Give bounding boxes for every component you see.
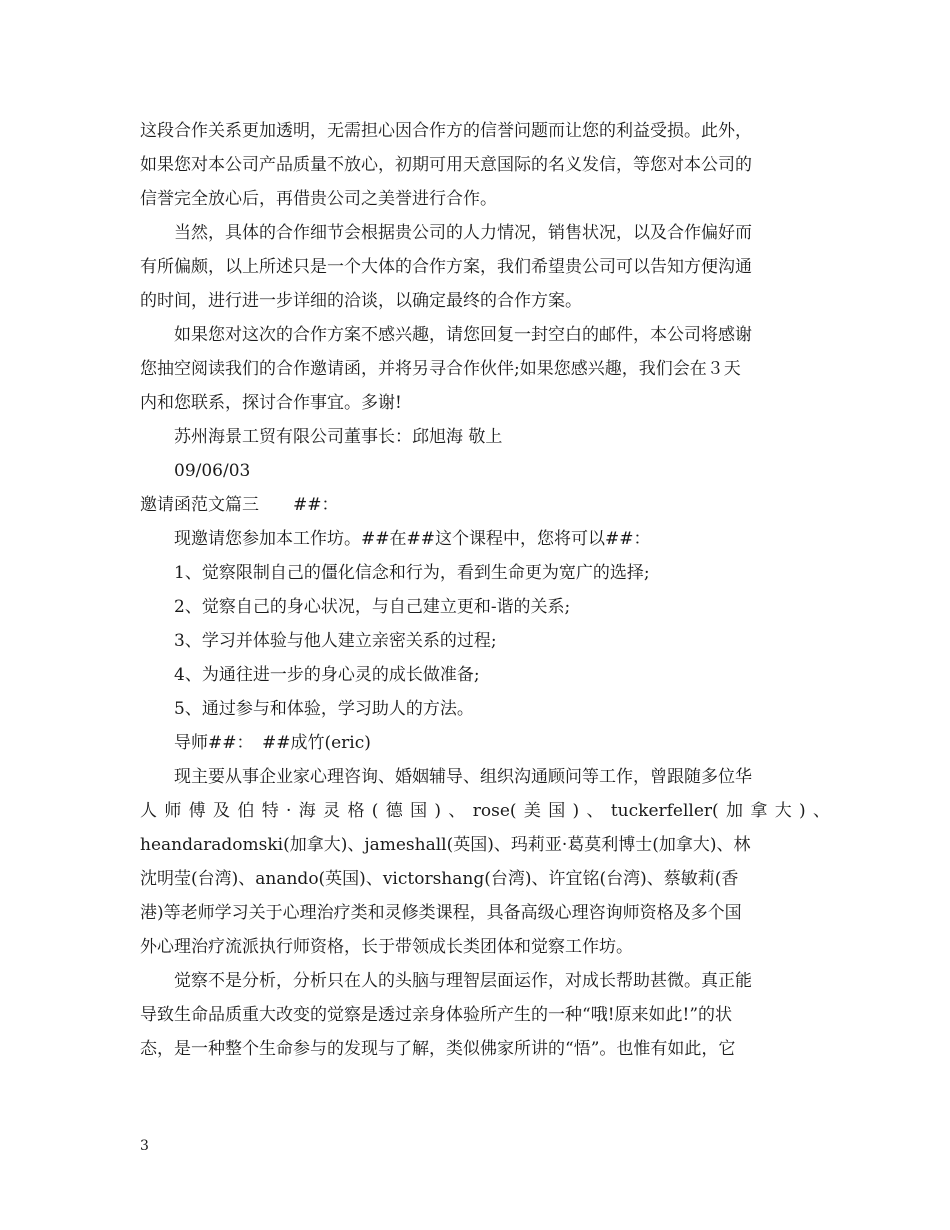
list-item: 2、觉察自己的身心状况，与自己建立更和-谐的关系; — [174, 597, 571, 617]
text-line: 港)等老师学习关于心理治疗类和灵修类课程，具备高级心理咨询师资格及多个国 — [140, 903, 742, 923]
text-line: 内和您联系，探讨合作事宜。多谢! — [140, 393, 402, 413]
text-line: 觉察不是分析，分析只在人的头脑与理智层面运作，对成长帮助甚微。真正能 — [174, 971, 752, 991]
text-line: 沈明莹(台湾)、anando(英国)、victorshang(台湾)、许宜铭(台湾)、蔡敏莉(香 — [140, 869, 739, 889]
text-line: 有所偏颇，以上所述只是一个大体的合作方案，我们希望贵公司可以告知方便沟通 — [140, 257, 752, 277]
text-line: 当然，具体的合作细节会根据贵公司的人力情况，销售状况，以及合作偏好而 — [174, 223, 752, 243]
signature-line: 苏州海景工贸有限公司董事长：邱旭海 敬上 — [174, 427, 503, 447]
text-line: 现主要从事企业家心理咨询、婚姻辅导、组织沟通顾问等工作，曾跟随多位华 — [174, 767, 752, 787]
text-line: 外心理治疗流派执行师资格，长于带领成长类团体和觉察工作坊。 — [140, 937, 633, 957]
text-line: 导致生命品质重大改变的觉察是透过亲身体验所产生的一种“哦!原来如此!”的状 — [140, 1005, 733, 1025]
text-line: 如果您对这次的合作方案不感兴趣，请您回复一封空白的邮件，本公司将感谢 — [174, 325, 752, 345]
text-line: 的时间，进行进一步详细的洽谈，以确定最终的合作方案。 — [140, 291, 582, 311]
text-line: 这段合作关系更加透明，无需担心因合作方的信誉问题而让您的利益受损。此外， — [140, 121, 752, 141]
text-line: 您抽空阅读我们的合作邀请函，并将另寻合作伙伴;如果您感兴趣，我们会在３天 — [140, 359, 741, 379]
text-line: 如果您对本公司产品质量不放心，初期可用天意国际的名义发信，等您对本公司的 — [140, 155, 752, 175]
list-item: 3、学习并体验与他人建立亲密关系的过程; — [174, 631, 497, 651]
text-line: 人师傅及伯特·海灵格(德国)、rose(美国)、tuckerfeller(加拿大)、 — [140, 801, 830, 821]
list-item: 1、觉察限制自己的僵化信念和行为，看到生命更为宽广的选择; — [174, 563, 650, 583]
text-line: 现邀请您参加本工作坊。##在##这个课程中，您将可以##： — [174, 529, 651, 549]
instructor-line: 导师##： ##成竹(eric) — [174, 733, 371, 753]
page-number: 3 — [140, 1138, 149, 1154]
section-heading: 邀请函范文篇三 ##： — [140, 495, 339, 515]
list-item: 4、为通往进一步的身心灵的成长做准备; — [174, 665, 480, 685]
text-line: 态，是一种整个生命参与的发现与了解，类似佛家所讲的“悟”。也惟有如此，它 — [140, 1039, 736, 1059]
text-line: 信誉完全放心后，再借贵公司之美誉进行合作。 — [140, 189, 497, 209]
text-line: heandaradomski(加拿大)、jameshall(英国)、玛莉亚·葛莫利博士(加拿大)、林 — [140, 835, 751, 855]
list-item: 5、通过参与和体验，学习助人的方法。 — [174, 699, 474, 719]
date-line: 09/06/03 — [174, 461, 251, 481]
document-body — [140, 114, 830, 1066]
